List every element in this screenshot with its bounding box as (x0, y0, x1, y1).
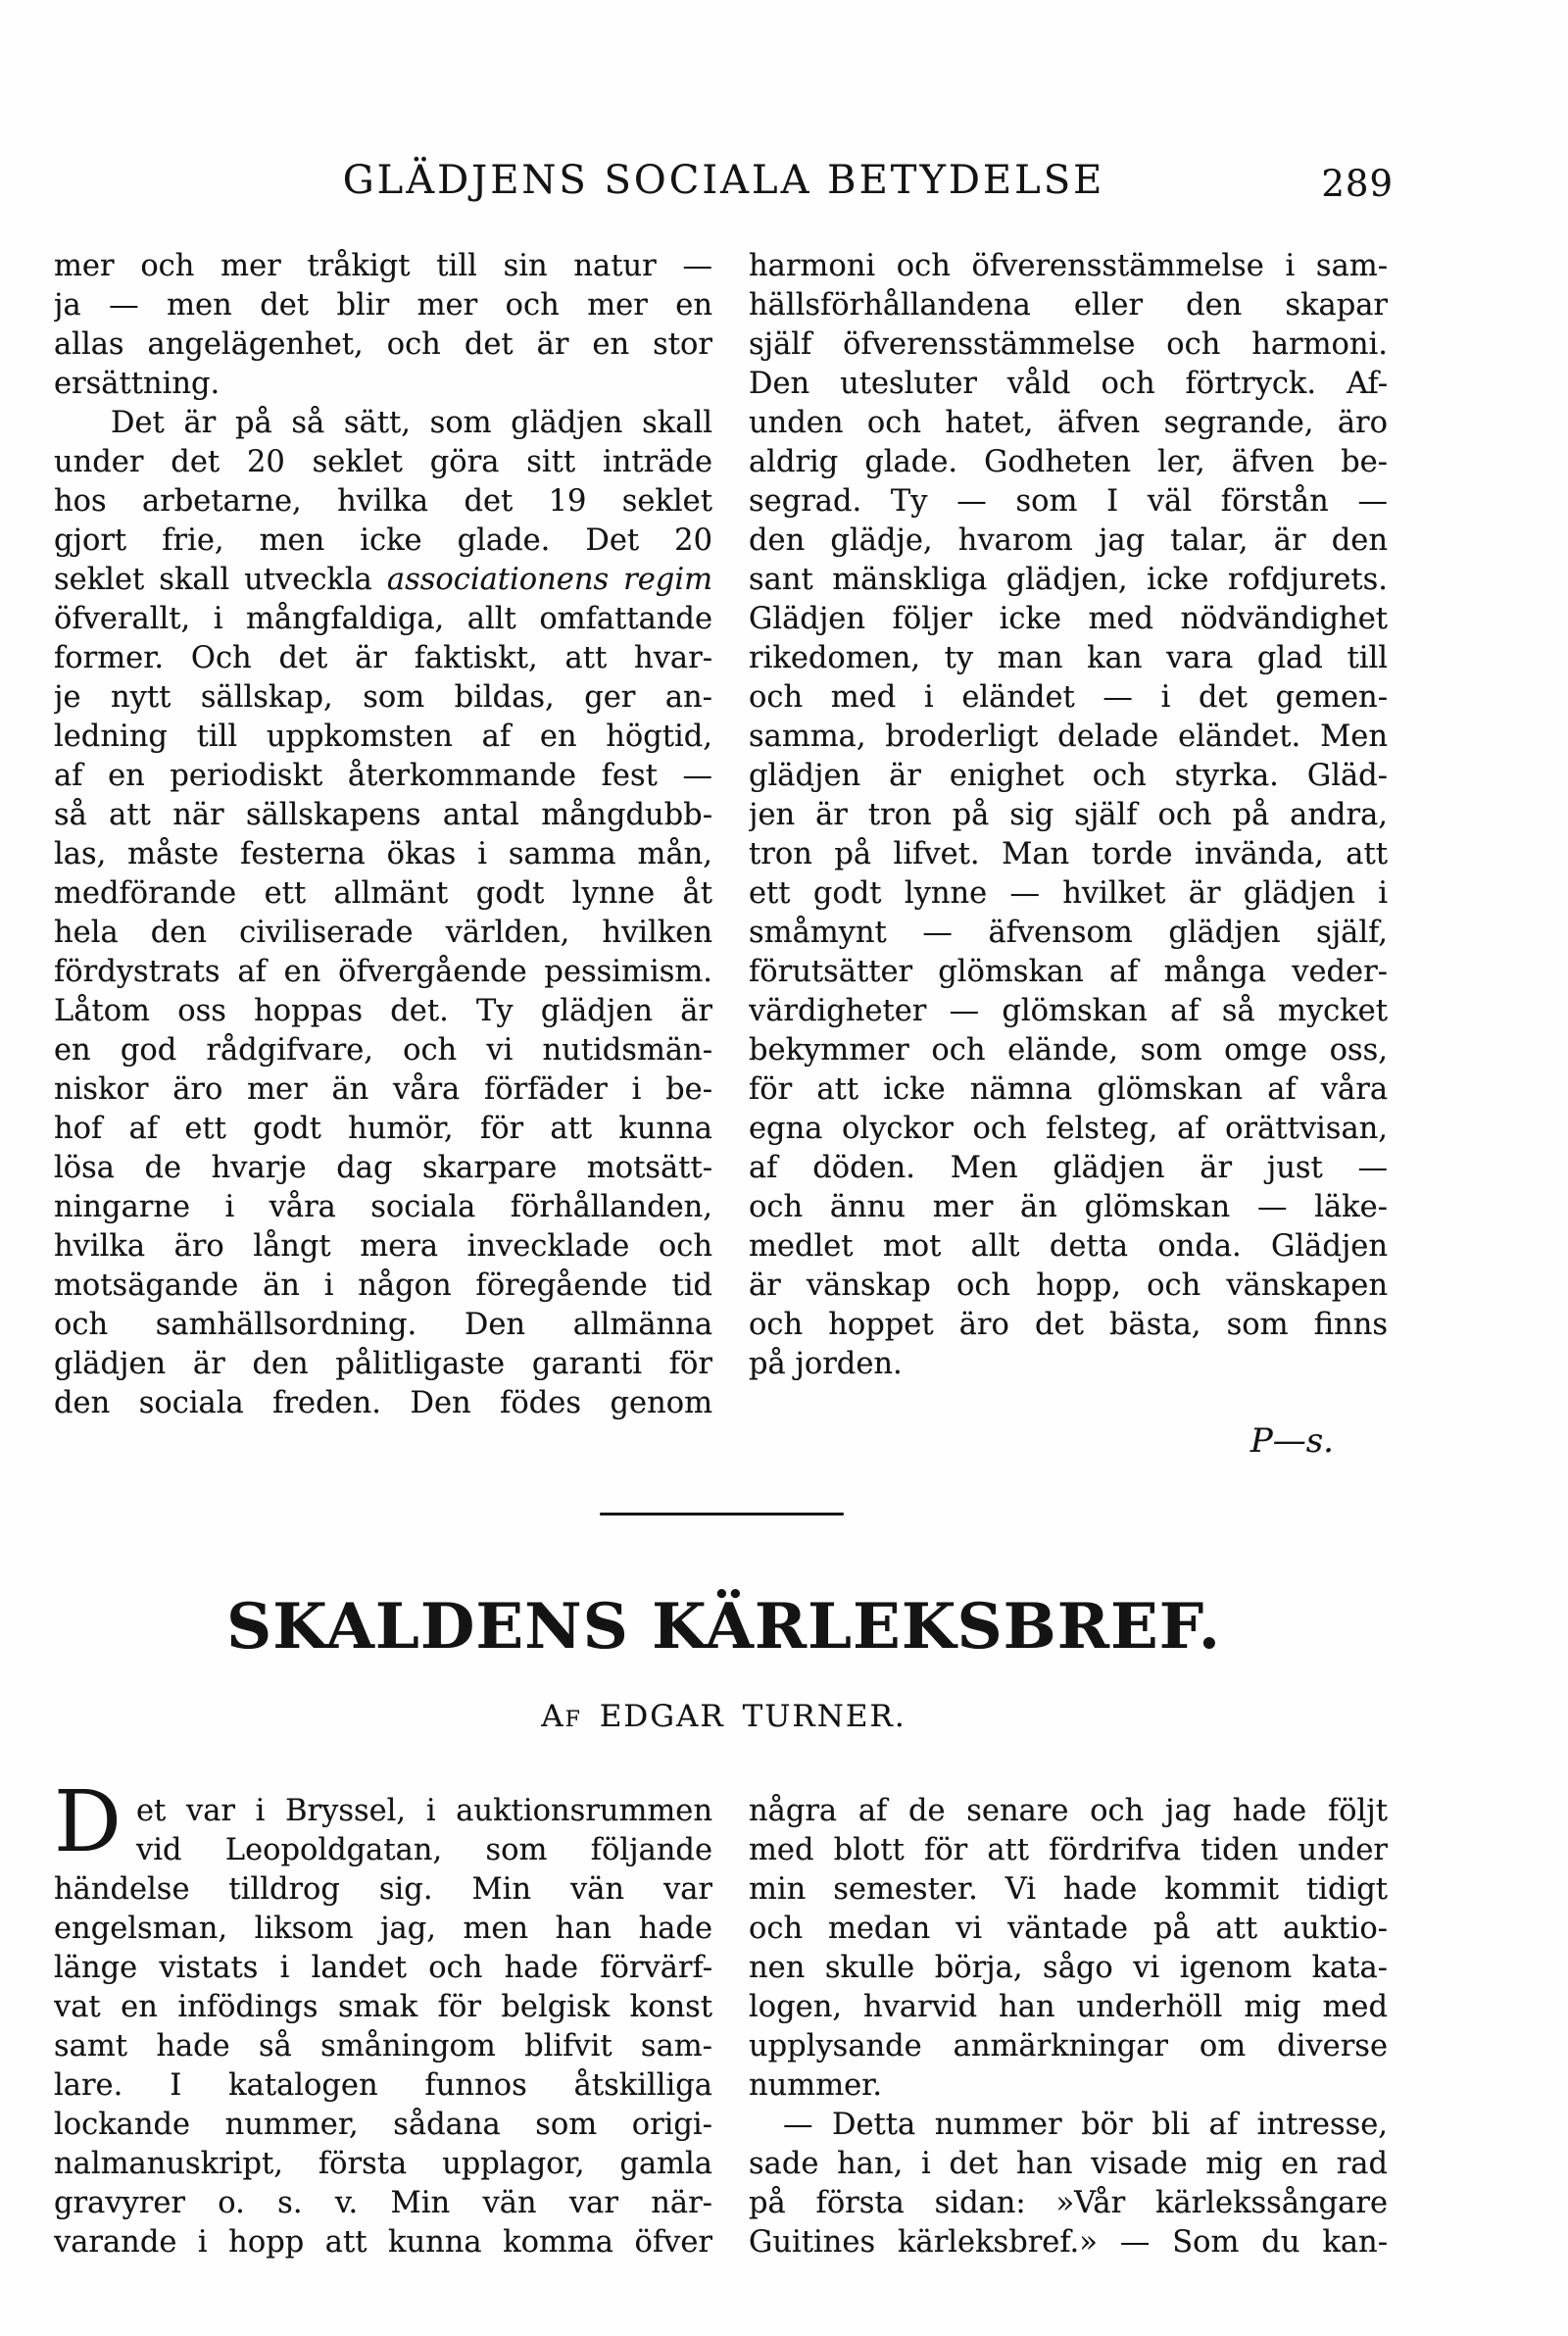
text-line: hos arbetarne, hvilka det 19 seklet (54, 484, 712, 519)
text-line: och med i eländet — i det gemen- (749, 680, 1388, 715)
text-line: nen skulle börja, sågo vi igenom kata- (749, 1951, 1388, 1985)
text-line: ersättning. (54, 367, 220, 401)
text-line: egna olyckor och felsteg, af orättvisan, (749, 1112, 1388, 1146)
text-line: je nytt sällskap, som bildas, ger an- (54, 680, 712, 715)
text-line: sant mänskliga glädjen, icke rofdjurets. (749, 563, 1388, 597)
text-line: så att när sällskapens antal mångdubb- (54, 798, 712, 832)
text-line: Den utesluter våld och förtryck. Af- (749, 367, 1388, 401)
text-line: nummer. (749, 2068, 883, 2103)
text-line: för att icke nämna glömskan af våra (749, 1072, 1388, 1107)
text-line: förutsätter glömskan af många veder- (749, 955, 1388, 989)
text-line: allas angelägenhet, och det är en stor (54, 327, 712, 362)
text-line: gjort frie, men icke glade. Det 20 (54, 523, 712, 558)
text-line: varande i hopp att kunna komma öfver (54, 2225, 712, 2260)
text-line: och medan vi väntade på att auktio- (749, 1912, 1388, 1946)
text-line: medlet mot allt detta onda. Glädjen (749, 1229, 1388, 1264)
text-line: et var i Bryssel, i auktionsrummen (136, 1794, 712, 1828)
text-line: hof af ett godt humör, för att kunna (54, 1112, 712, 1146)
text-line: former. Och det är faktiskt, att hvar- (54, 641, 712, 675)
text-line: och samhällsordning. Den allmänna (54, 1308, 712, 1342)
text-line: rikedomen, ty man kan vara glad till (749, 641, 1388, 675)
text-line: aldrig glade. Godheten ler, äfven be- (749, 445, 1388, 479)
text-line: tron på lifvet. Man torde invända, att (749, 837, 1388, 871)
text-line: engelsman, liksom jag, men han hade (54, 1912, 712, 1946)
article2-right-column (749, 1792, 1388, 2262)
text-line: vid Leopoldgatan, som följande (136, 1833, 712, 1867)
text-line: jen är tron på sig själf och på andra, (749, 798, 1388, 832)
text-line: samt hade så småningom blifvit sam- (54, 2029, 712, 2063)
text-line: min semester. Vi hade kommit tidigt (749, 1872, 1388, 1907)
text-line: ledning till uppkomsten af en högtid, (54, 720, 712, 754)
text-line: på jorden. (749, 1347, 903, 1381)
text-line: ningarne i våra sociala förhållanden, (54, 1190, 712, 1224)
text-line: niskor äro mer än våra förfäder i be- (54, 1072, 712, 1107)
text-line: motsägande än i någon föregående tid (54, 1268, 712, 1303)
article2-left-column (54, 1792, 712, 2262)
text-line: Guitines kärleksbref.» — Som du kan- (749, 2225, 1388, 2260)
text-line: och ännu mer än glömskan — läke- (749, 1190, 1388, 1224)
text-line: och hoppet äro det bästa, som finns (749, 1308, 1388, 1342)
text-line: las, måste festerna ökas i samma mån, (54, 837, 712, 871)
text-line: af en periodiskt återkommande fest — (54, 759, 712, 793)
text-line: hvilka äro långt mera invecklade och (54, 1229, 712, 1264)
text-line: medförande ett allmänt godt lynne åt (54, 876, 712, 911)
text-line: sade han, i det han visade mig en rad (749, 2147, 1388, 2181)
text-line: logen, hvarvid han underhöll mig med (749, 1990, 1388, 2024)
text-line: öfverallt, i mångfaldiga, allt omfattande (54, 602, 712, 636)
divider-rule (600, 1513, 844, 1516)
text-line: — Detta nummer bör bli af intresse, (783, 2108, 1388, 2142)
plain-text: seklet skall utveckla (54, 563, 387, 597)
text-line: under det 20 seklet göra sitt inträde (54, 445, 712, 479)
text-line: själf öfverensstämmelse och harmoni. (749, 327, 1388, 362)
text-line: mer och mer tråkigt till sin natur — (54, 249, 712, 283)
text-line: af döden. Men glädjen är just — (749, 1151, 1388, 1185)
byline: Af EDGAR TURNER. (541, 1699, 906, 1734)
text-line: är vänskap och hopp, och vänskapen (749, 1268, 1388, 1303)
text-line: lockande nummer, sådana som origi- (54, 2108, 712, 2142)
text-line: hällsförhållandena eller den skapar (749, 288, 1388, 323)
text-line: händelse tilldrog sig. Min vän var (54, 1872, 712, 1907)
text-line: den glädje, hvarom jag talar, är den (749, 523, 1388, 558)
author-signature: P—s. (1250, 1421, 1334, 1461)
page-header-title: GLÄDJENS SOCIALA BETYDELSE (342, 158, 1105, 203)
text-line: hela den civiliserade världen, hvilken (54, 916, 712, 950)
article1-right-column (749, 247, 1388, 1384)
text-line: nalmanuskript, första upplagor, gamla (54, 2147, 712, 2181)
text-line: Låtom oss hoppas det. Ty glädjen är (54, 994, 712, 1028)
article1-left-column (54, 247, 712, 1423)
text-line: bekymmer och elände, som omge oss, (749, 1033, 1388, 1068)
italic-text: associationens regim (386, 563, 712, 597)
text-line: med blott för att fördrifva tiden under (749, 1833, 1388, 1867)
section-title: SKALDENS KÄRLEKSBREF. (225, 1590, 1222, 1664)
page-number: 289 (1321, 163, 1394, 205)
text-line: samma, broderligt delade eländet. Men (749, 720, 1388, 754)
text-line: glädjen är den pålitligaste garanti för (54, 1347, 712, 1381)
text-line: lösa de hvarje dag skarpare motsätt- (54, 1151, 712, 1185)
text-line: Det är på så sätt, som glädjen skall (111, 406, 712, 440)
text-line: lare. I katalogen funnos åtskilliga (54, 2068, 712, 2103)
text-line: Glädjen följer icke med nödvändighet (749, 602, 1388, 636)
text-line: ett godt lynne — hvilket är glädjen i (749, 876, 1388, 911)
running-head (54, 157, 1394, 208)
text-line: unden och hatet, äfven segrande, äro (749, 406, 1388, 440)
text-line: ja — men det blir mer och mer en (54, 288, 712, 323)
text-line: länge vistats i landet och hade förvärf- (54, 1951, 712, 1985)
text-line: fördystrats af en öfvergående pessimism. (54, 955, 712, 989)
text-line: vat en infödings smak för belgisk konst (54, 1990, 712, 2024)
text-line: gravyrer o. s. v. Min vän var när- (54, 2186, 712, 2220)
text-line: några af de senare och jag hade följt (749, 1794, 1388, 1828)
text-line: glädjen är enighet och styrka. Gläd- (749, 759, 1388, 793)
text-line: upplysande anmärkningar om diverse (749, 2029, 1388, 2063)
text-line: den sociala freden. Den födes genom (54, 1386, 712, 1420)
text-line: värdigheter — glömskan af så mycket (749, 994, 1388, 1028)
text-line: på första sidan: »Vår kärlekssångare (749, 2186, 1388, 2220)
text-line: harmoni och öfverensstämmelse i sam- (749, 249, 1388, 283)
text-line: segrad. Ty — som I väl förstån — (749, 484, 1388, 519)
text-line: en god rådgifvare, och vi nutidsmän- (54, 1033, 712, 1068)
drop-cap: D (54, 1773, 122, 1871)
text-line (54, 561, 712, 600)
text-line: småmynt — äfvensom glädjen själf, (749, 916, 1388, 950)
